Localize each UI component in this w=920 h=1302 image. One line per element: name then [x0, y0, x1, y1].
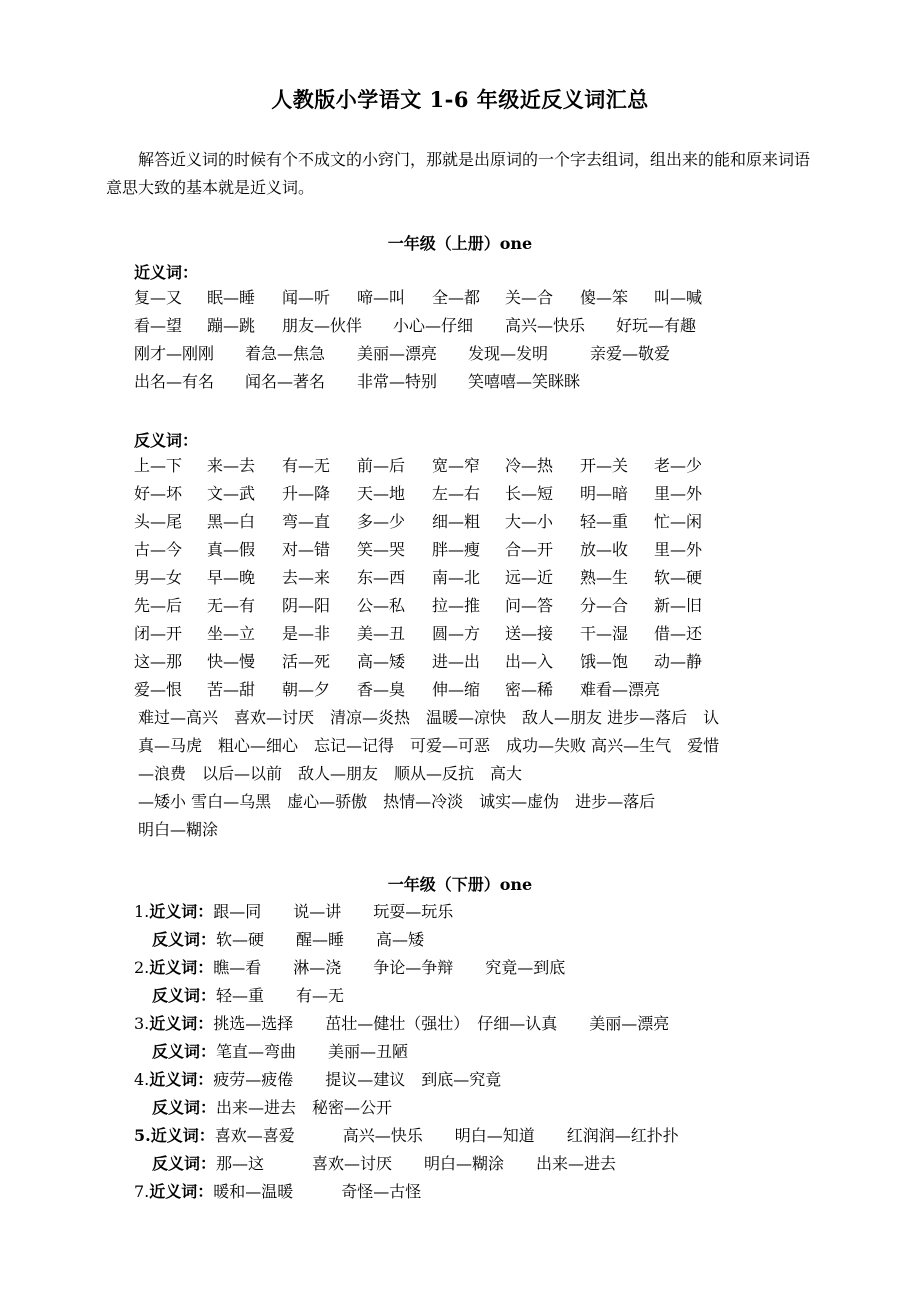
synonym-pair: 关—合 — [505, 288, 554, 307]
antonym-pair: 伸—缩 — [432, 680, 481, 699]
antonym-label: 反义词： — [152, 1154, 217, 1173]
antonym-pair: 坐—立 — [207, 624, 256, 643]
antonym-pair: 是—非 — [282, 624, 331, 643]
antonym-label: 反义词： — [152, 1042, 217, 1061]
antonym-pair: 活—死 — [282, 652, 331, 671]
antonym-pair: 男—女 — [134, 568, 183, 587]
synonym-pair: 朋友—伙伴 — [282, 316, 363, 335]
antonym-pair: 闭—开 — [134, 624, 183, 643]
antonym-pair: 难看—漂亮 — [580, 680, 661, 699]
antonym-pair: 胖—瘦 — [432, 540, 481, 559]
synonym-pairs: 瞧—看 淋—浇 争论—争辩 究竟—到底 — [213, 958, 566, 977]
synonym-pair: 小心—仔细 — [393, 316, 474, 335]
synonym-label: 近义词： — [150, 1126, 215, 1145]
antonym-pair: 有—无 — [282, 456, 331, 475]
antonym-pair: 黑—白 — [207, 512, 256, 531]
antonym-pair: 苦—甜 — [207, 680, 256, 699]
antonym-pair: 饿—饱 — [580, 652, 629, 671]
antonym-pair: 弯—直 — [282, 512, 331, 531]
item-number: 4. — [134, 1070, 150, 1089]
antonym-pair: 明—暗 — [580, 484, 629, 503]
antonym-pair: 左—右 — [432, 484, 481, 503]
item-number: 5. — [134, 1126, 151, 1145]
synonym-pairs: 喜欢—喜爱 高兴—快乐 明白—知道 红润润—红扑扑 — [214, 1126, 679, 1145]
grade1-down-synonym-line — [134, 1010, 669, 1038]
antonym-pair: 圆—方 — [432, 624, 481, 643]
antonym-pair: 里—外 — [654, 540, 703, 559]
antonym-label: 反义词： — [152, 1098, 217, 1117]
antonym-pair: 前—后 — [357, 456, 406, 475]
grade1-down-heading: 一年级（下册）one — [387, 875, 533, 894]
synonym-pair: 闻名—著名 — [245, 372, 326, 391]
antonym-pair: 美—丑 — [357, 624, 406, 643]
antonym-pair: 密—稀 — [505, 680, 554, 699]
antonym-pair: 南—北 — [432, 568, 481, 587]
synonym-pair: 傻—笨 — [580, 288, 629, 307]
antonym-pair: 问—答 — [505, 596, 554, 615]
antonym-pairs: 软—硬 醒—睡 高—矮 — [216, 930, 425, 949]
synonym-row — [0, 284, 920, 312]
synonym-label: 近义词： — [149, 1014, 214, 1033]
synonym-label: 近义词： — [149, 1182, 214, 1201]
synonym-label: 近义词： — [149, 958, 214, 977]
synonym-pair: 美丽—漂亮 — [357, 344, 438, 363]
intro-paragraph: 解答近义词的时候有个不成文的小窍门，那就是出原词的一个字去组词，组出来的能和原来词语意思大致的基本就是近义词。 — [106, 150, 811, 197]
antonym-text-line: —浪费 以后—以前 敌人—朋友 顺从—反抗 高大 — [138, 764, 523, 783]
antonym-pair: 忙—闲 — [654, 512, 703, 531]
antonym-pair: 无—有 — [207, 596, 256, 615]
synonym-pair: 叫—喊 — [654, 288, 703, 307]
antonym-pair: 动—静 — [654, 652, 703, 671]
antonym-pairs: 笔直—弯曲 美丽—丑陋 — [216, 1042, 409, 1061]
antonym-row — [0, 648, 920, 676]
synonym-label: 近义词： — [149, 1070, 214, 1089]
antonym-text-line: 真—马虎 粗心—细心 忘记—记得 可爱—可恶 成功—失败 高兴—生气 爱惜 — [138, 736, 720, 755]
synonym-row — [0, 368, 920, 396]
synonym-pair: 蹦—跳 — [207, 316, 256, 335]
synonym-pair: 看—望 — [134, 316, 183, 335]
antonym-pair: 古—今 — [134, 540, 183, 559]
antonym-pair: 公—私 — [357, 596, 406, 615]
antonym-pair: 先—后 — [134, 596, 183, 615]
antonym-pair: 细—粗 — [432, 512, 481, 531]
synonym-pairs: 挑选—选择 茁壮—健壮（强壮） 仔细—认真 美丽—漂亮 — [213, 1014, 670, 1033]
antonym-pair: 早—晚 — [207, 568, 256, 587]
synonym-pair: 非常—特别 — [357, 372, 438, 391]
antonym-pair: 东—西 — [357, 568, 406, 587]
antonym-pair: 天—地 — [357, 484, 406, 503]
antonym-pair: 阴—阳 — [282, 596, 331, 615]
antonym-row — [0, 452, 920, 480]
antonym-text-line: 难过—高兴 喜欢—讨厌 清凉—炎热 温暖—凉快 敌人—朋友 进步—落后 认 — [138, 708, 720, 727]
antonym-pair: 拉—推 — [432, 596, 481, 615]
antonym-pair: 快—慢 — [207, 652, 256, 671]
antonym-row — [0, 620, 920, 648]
synonym-row — [0, 312, 920, 340]
grade1-up-synonym-label: 近义词： — [134, 263, 199, 282]
antonym-pair: 高—矮 — [357, 652, 406, 671]
antonym-pairs: 那—这 喜欢—讨厌 明白—糊涂 出来—进去 — [216, 1154, 617, 1173]
antonym-pair: 去—来 — [282, 568, 331, 587]
antonym-pair: 上—下 — [134, 456, 183, 475]
grade1-down-antonym-line — [152, 926, 424, 954]
synonym-pair: 全—都 — [432, 288, 481, 307]
antonym-pair: 文—武 — [207, 484, 256, 503]
antonym-pair: 里—外 — [654, 484, 703, 503]
synonym-label: 近义词： — [149, 902, 214, 921]
synonym-pair: 发现—发明 — [468, 344, 549, 363]
grade1-down-synonym-line — [134, 1122, 679, 1150]
antonym-pair: 放—收 — [580, 540, 629, 559]
synonym-pair: 亲爱—敬爱 — [590, 344, 671, 363]
antonym-pair: 好—坏 — [134, 484, 183, 503]
antonym-pair: 软—硬 — [654, 568, 703, 587]
antonym-pair: 长—短 — [505, 484, 554, 503]
grade1-down-antonym-line — [152, 982, 344, 1010]
antonym-row — [0, 564, 920, 592]
antonym-pair: 远—近 — [505, 568, 554, 587]
synonym-pair: 笑嘻嘻—笑眯眯 — [468, 372, 581, 391]
synonym-pairs: 暖和—温暖 奇怪—古怪 — [213, 1182, 422, 1201]
item-number: 7. — [134, 1182, 150, 1201]
grade1-down-antonym-line — [152, 1038, 408, 1066]
antonym-pair: 开—关 — [580, 456, 629, 475]
antonym-pair: 朝—夕 — [282, 680, 331, 699]
antonym-pair: 合—开 — [505, 540, 554, 559]
grade1-up-antonym-label: 反义词： — [134, 431, 199, 450]
antonym-pair: 大—小 — [505, 512, 554, 531]
synonym-pair: 复—又 — [134, 288, 183, 307]
grade1-down-synonym-line — [134, 898, 453, 926]
antonym-pair: 老—少 — [654, 456, 703, 475]
antonym-pair: 宽—窄 — [432, 456, 481, 475]
item-number: 3. — [134, 1014, 150, 1033]
antonym-row — [0, 592, 920, 620]
page-title: 人教版小学语文 1-6 年级近反义词汇总 — [271, 87, 649, 112]
grade1-down-synonym-line — [134, 1066, 501, 1094]
grade1-up-heading: 一年级（上册）one — [387, 234, 533, 253]
item-number: 1. — [134, 902, 150, 921]
antonym-label: 反义词： — [152, 930, 217, 949]
synonym-pair: 高兴—快乐 — [505, 316, 586, 335]
antonym-pairs: 轻—重 有—无 — [216, 986, 345, 1005]
grade1-down-synonym-line — [134, 954, 565, 982]
antonym-pair: 出—入 — [505, 652, 554, 671]
antonym-pair: 笑—哭 — [357, 540, 406, 559]
synonym-pairs: 疲劳—疲倦 提议—建议 到底—究竟 — [213, 1070, 502, 1089]
antonym-row — [0, 508, 920, 536]
synonym-pair: 眠—睡 — [207, 288, 256, 307]
item-number: 2. — [134, 958, 150, 977]
antonym-pair: 新—旧 — [654, 596, 703, 615]
antonym-pair: 冷—热 — [505, 456, 554, 475]
antonym-pair: 轻—重 — [580, 512, 629, 531]
antonym-label: 反义词： — [152, 986, 217, 1005]
antonym-pair: 干—湿 — [580, 624, 629, 643]
antonym-pair: 多—少 — [357, 512, 406, 531]
synonym-pair: 闻—听 — [282, 288, 331, 307]
antonym-pair: 送—接 — [505, 624, 554, 643]
grade1-down-antonym-line — [152, 1150, 616, 1178]
antonym-pairs: 出来—进去 秘密—公开 — [216, 1098, 393, 1117]
grade1-down-antonym-line — [152, 1094, 392, 1122]
antonym-pair: 香—臭 — [357, 680, 406, 699]
antonym-pair: 这—那 — [134, 652, 183, 671]
antonym-pair: 真—假 — [207, 540, 256, 559]
synonym-pair: 好玩—有趣 — [616, 316, 697, 335]
antonym-pair: 对—错 — [282, 540, 331, 559]
antonym-pair: 分—合 — [580, 596, 629, 615]
antonym-pair: 爱—恨 — [134, 680, 183, 699]
synonym-pairs: 跟—同 说—讲 玩耍—玩乐 — [213, 902, 454, 921]
antonym-pair: 头—尾 — [134, 512, 183, 531]
antonym-text-line: —矮小 雪白—乌黑 虚心—骄傲 热情—冷淡 诚实—虚伪 进步—落后 — [138, 792, 656, 811]
antonym-row — [0, 536, 920, 564]
synonym-pair: 着急—焦急 — [245, 344, 326, 363]
grade1-down-synonym-line — [134, 1178, 421, 1206]
synonym-pair: 出名—有名 — [134, 372, 215, 391]
antonym-text-line: 明白—糊涂 — [138, 820, 219, 839]
antonym-row — [0, 480, 920, 508]
antonym-row — [0, 676, 920, 704]
synonym-pair: 啼—叫 — [357, 288, 406, 307]
synonym-pair: 刚才—刚刚 — [134, 344, 215, 363]
antonym-pair: 借—还 — [654, 624, 703, 643]
synonym-row — [0, 340, 920, 368]
antonym-pair: 熟—生 — [580, 568, 629, 587]
antonym-pair: 来—去 — [207, 456, 256, 475]
antonym-pair: 进—出 — [432, 652, 481, 671]
antonym-pair: 升—降 — [282, 484, 331, 503]
